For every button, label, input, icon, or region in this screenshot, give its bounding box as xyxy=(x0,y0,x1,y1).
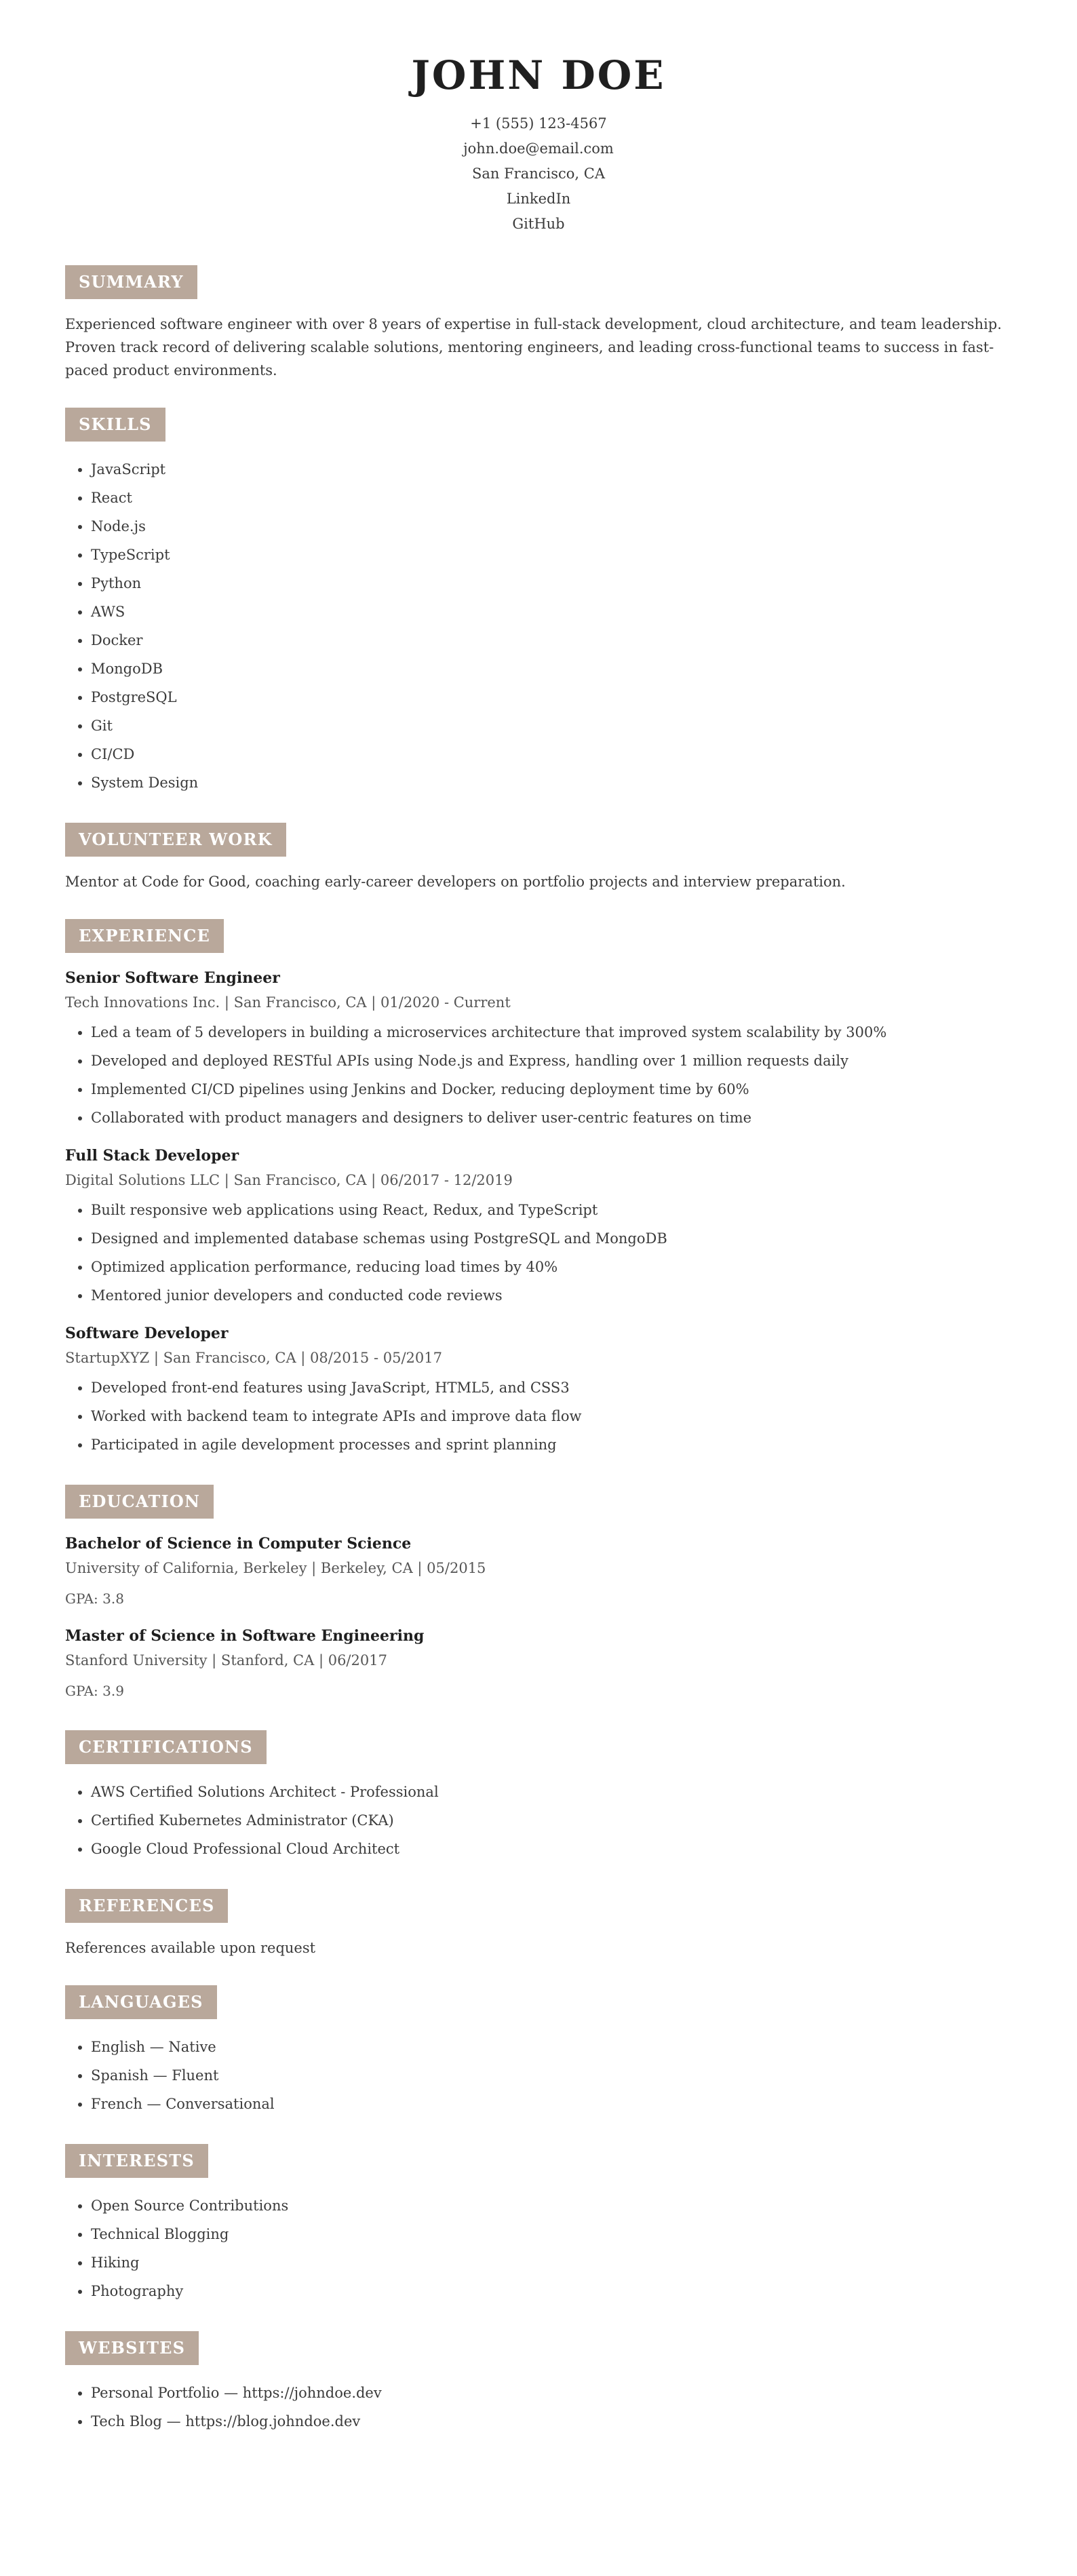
skills-section xyxy=(65,408,1012,797)
section-title-references: REFERENCES xyxy=(65,1889,228,1923)
website-link[interactable]: • Personal Portfolio — https://johndoe.dev xyxy=(91,2379,1012,2407)
list-item: • JavaScript xyxy=(91,455,1012,484)
languages-section xyxy=(65,1985,1012,2118)
list-item: • TypeScript xyxy=(91,541,1012,569)
list-item: • Designed and implemented database schemas using PostgreSQL and MongoDB xyxy=(91,1224,1012,1253)
websites-section xyxy=(65,2331,1012,2436)
section-title-education: EDUCATION xyxy=(65,1485,214,1519)
section-title-certifications: CERTIFICATIONS xyxy=(65,1730,267,1764)
list-item: • PostgreSQL xyxy=(91,683,1012,711)
gpa: GPA: 3.9 xyxy=(65,1683,124,1699)
job-company-details: Tech Innovations Inc. | San Francisco, CA | 01/2020 - Current xyxy=(65,994,511,1011)
job-title: Software Developer xyxy=(65,1325,229,1342)
list-item: • French — Conversational xyxy=(91,2090,1012,2118)
list-item: • Led a team of 5 developers in building a microservices architecture that improved system scalability by 300% xyxy=(91,1018,1012,1047)
education-entry xyxy=(65,1532,1012,1612)
interests-list xyxy=(65,2191,1012,2305)
list-item: • Collaborated with product managers and designers to deliver user-centric features on time xyxy=(91,1104,1012,1132)
summary-text: Experienced software engineer with over 8 years of expertise in full-stack development, cloud architecture, and team leadership. Proven track record of delivering scalable solutions, mentoring engineers, and leading cross-functional teams to success in fast-paced product environments. xyxy=(65,316,1002,378)
certifications-section xyxy=(65,1730,1012,1863)
list-item: • MongoDB xyxy=(91,655,1012,683)
list-item: • AWS xyxy=(91,598,1012,626)
list-item: • Worked with backend team to integrate APIs and improve data flow xyxy=(91,1402,1012,1430)
job-company-details: Digital Solutions LLC | San Francisco, CA | 06/2017 - 12/2019 xyxy=(65,1172,513,1188)
degree-title: Master of Science in Software Engineering xyxy=(65,1627,425,1645)
list-item: • Open Source Contributions xyxy=(91,2191,1012,2220)
certifications-list xyxy=(65,1778,1012,1863)
education-section xyxy=(65,1485,1012,1704)
list-item: • Python xyxy=(91,569,1012,598)
volunteer-text: Mentor at Code for Good, coaching early-career developers on portfolio projects and interview preparation. xyxy=(65,874,846,890)
languages-list xyxy=(65,2033,1012,2118)
website-link[interactable]: • Tech Blog — https://blog.johndoe.dev xyxy=(91,2407,1012,2436)
experience-section xyxy=(65,919,1012,1459)
summary-section xyxy=(65,265,1012,382)
list-item: • Implemented CI/CD pipelines using Jenkins and Docker, reducing deployment time by 60% xyxy=(91,1075,1012,1104)
resume-header xyxy=(65,0,1012,237)
websites-list xyxy=(65,2379,1012,2436)
list-item: • CI/CD xyxy=(91,740,1012,768)
school-details: Stanford University | Stanford, CA | 06/2017 xyxy=(65,1652,387,1668)
gpa: GPA: 3.8 xyxy=(65,1591,124,1607)
list-item: • Developed front-end features using JavaScript, HTML5, and CSS3 xyxy=(91,1373,1012,1402)
list-item: • Node.js xyxy=(91,512,1012,541)
list-item: • Git xyxy=(91,711,1012,740)
list-item: • AWS Certified Solutions Architect - Professional xyxy=(91,1778,1012,1806)
volunteer-section xyxy=(65,823,1012,893)
job-entry xyxy=(65,967,1012,1132)
references-section xyxy=(65,1889,1012,1959)
location: San Francisco, CA xyxy=(471,165,605,182)
list-item: • Participated in agile development processes and sprint planning xyxy=(91,1430,1012,1459)
list-item: • Docker xyxy=(91,626,1012,655)
section-title-volunteer: VOLUNTEER WORK xyxy=(65,823,286,857)
section-title-websites: WEBSITES xyxy=(65,2331,199,2365)
list-item: • React xyxy=(91,484,1012,512)
section-title-experience: EXPERIENCE xyxy=(65,919,224,953)
list-item: • English — Native xyxy=(91,2033,1012,2061)
section-title-languages: LANGUAGES xyxy=(65,1985,217,2019)
list-item: • Built responsive web applications using React, Redux, and TypeScript xyxy=(91,1196,1012,1224)
references-text: References available upon request xyxy=(65,1940,316,1956)
list-item: • Google Cloud Professional Cloud Architect xyxy=(91,1835,1012,1863)
linkedin-link[interactable]: LinkedIn xyxy=(506,191,571,207)
interests-section xyxy=(65,2144,1012,2305)
job-entry xyxy=(65,1322,1012,1459)
section-title-summary: SUMMARY xyxy=(65,265,197,299)
list-item: • Mentored junior developers and conducted code reviews xyxy=(91,1281,1012,1310)
list-item: • Technical Blogging xyxy=(91,2220,1012,2248)
list-item: • Certified Kubernetes Administrator (CKA) xyxy=(91,1806,1012,1835)
job-bullets xyxy=(65,1018,1012,1132)
list-item: • Developed and deployed RESTful APIs using Node.js and Express, handling over 1 million requests daily xyxy=(91,1047,1012,1075)
job-bullets xyxy=(65,1196,1012,1310)
list-item: • Optimized application performance, reducing load times by 40% xyxy=(91,1253,1012,1281)
education-entry xyxy=(65,1624,1012,1704)
job-entry xyxy=(65,1144,1012,1310)
list-item: • System Design xyxy=(91,768,1012,797)
section-title-interests: INTERESTS xyxy=(65,2144,208,2178)
list-item: • Photography xyxy=(91,2277,1012,2305)
job-title: Senior Software Engineer xyxy=(65,969,280,987)
section-title-skills: SKILLS xyxy=(65,408,165,442)
email-link[interactable]: john.doe@email.com xyxy=(463,140,614,157)
phone-number: +1 (555) 123-4567 xyxy=(470,115,607,132)
skills-list xyxy=(65,455,1012,797)
job-company-details: StartupXYZ | San Francisco, CA | 08/2015 - 05/2017 xyxy=(65,1350,442,1366)
job-bullets xyxy=(65,1373,1012,1459)
school-details: University of California, Berkeley | Berkeley, CA | 05/2015 xyxy=(65,1560,486,1576)
list-item: • Spanish — Fluent xyxy=(91,2061,1012,2090)
github-link[interactable]: GitHub xyxy=(512,216,565,232)
degree-title: Bachelor of Science in Computer Science xyxy=(65,1535,412,1553)
candidate-name: JOHN DOE xyxy=(411,52,666,98)
job-title: Full Stack Developer xyxy=(65,1147,239,1165)
list-item: • Hiking xyxy=(91,2248,1012,2277)
